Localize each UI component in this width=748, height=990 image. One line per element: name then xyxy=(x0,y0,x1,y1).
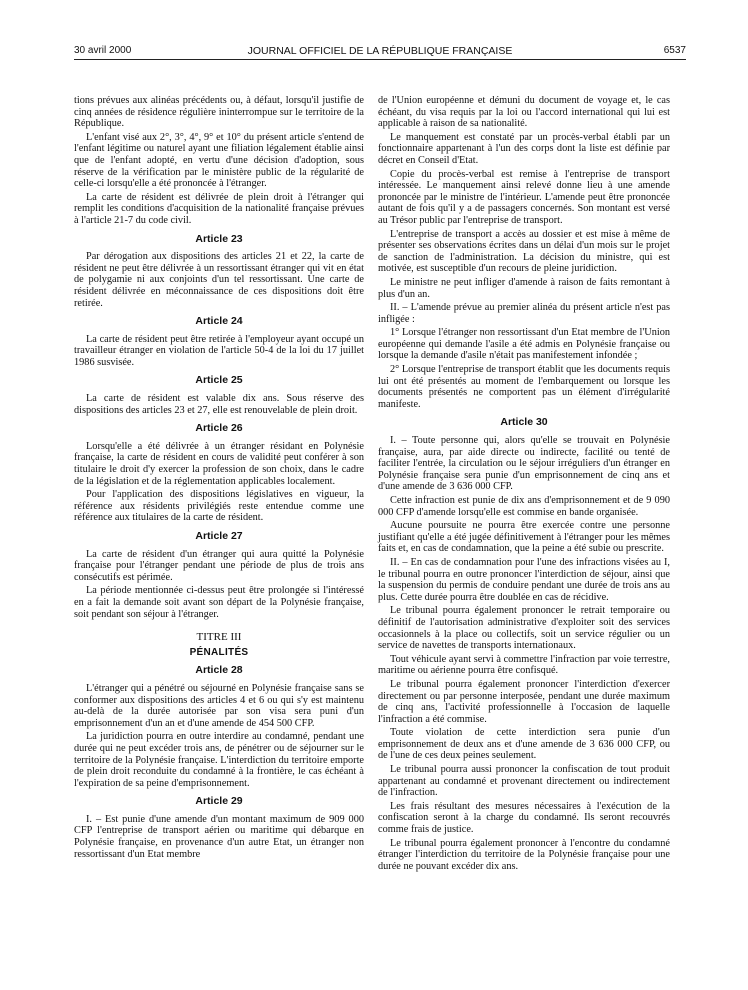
paragraph: Lorsqu'elle a été délivrée à un étranger résidant en Polynésie française, la carte de résident en cours de validité peut conférer à son titulaire le droit d'y exercer la profession de son choix, dans le cadre de la législation et de la réglementation applicables localement. xyxy=(74,440,364,487)
article-heading: Article 25 xyxy=(195,374,243,387)
paragraph: L'enfant visé aux 2°, 3°, 4°, 9° et 10° du présent article s'entend de l'enfant légitime ou naturel ayant une filiation légalement établie ainsi que de l'enfant adopté, en vertu d'une décision d'adoption, sous réserve de la vérification par le ministère public de la régularité de celle-ci lorsqu'elle a été prononcée à l'étranger. xyxy=(74,131,364,190)
section-heading: PÉNALITÉS xyxy=(189,646,249,658)
paragraph: Par dérogation aux dispositions des articles 21 et 22, la carte de résident ne peut être délivrée à un ressortissant étranger qui vit en état de polygamie ni aux conjoints d'un tel ressortissant. Une carte de résident délivrée en méconnaissance de ces dispositions doit être retirée. xyxy=(74,251,364,309)
paragraph: 2° Lorsque l'entreprise de transport établit que les documents requis lui ont été présentés au moment de l'embarquement ou lorsque les documents présentés ne comportent pas un élément d'irrégularité manifeste. xyxy=(378,364,670,410)
paragraph: La carte de résident est délivrée de plein droit à l'étranger qui remplit les conditions d'acquisition de la nationalité française prévues à l'article 21-7 du code civil. xyxy=(74,191,364,226)
paragraph: La carte de résident d'un étranger qui aura quitté la Polynésie française pour l'étranger pendant une période de plus de trois ans consécutifs est périmée. xyxy=(74,548,364,583)
article-heading: Article 27 xyxy=(195,530,243,542)
paragraph: La juridiction pourra en outre interdire au condamné, pendant une durée qui ne peut excéder trois ans, de pénétrer ou de séjourner sur le territoire de la Polynésie française. L'interdiction du territoire emporte de plein droit reconduite du condamné à la frontière, le cas échéant à l'expiration de sa peine d'emprisonnement. xyxy=(74,731,364,789)
paragraph: Le tribunal pourra aussi prononcer la confiscation de tout produit appartenant au condamné et provenant directement ou indirectement de l'infraction. xyxy=(378,764,670,799)
paragraph: II. – L'amende prévue au premier alinéa du présent article n'est pas infligée : xyxy=(378,302,670,325)
paragraph: Le ministre ne peut infliger d'amende à raison de faits remontant à plus d'un an. xyxy=(378,276,670,300)
paragraph: L'étranger qui a pénétré ou séjourné en Polynésie française sans se conformer aux dispositions des articles 4 et 6 ou qui s'y est maintenu au-delà de la durée autorisée par son visa sera puni d'un emprisonnement d'un an et d'une amende de 454 500 CFP. xyxy=(74,682,364,729)
right-column xyxy=(378,95,670,874)
paragraph: Tout véhicule ayant servi à commettre l'infraction par voie terrestre, maritime ou aérienne pourra être confisqué. xyxy=(378,653,670,677)
article-heading: Article 29 xyxy=(195,795,243,808)
paragraph: Les frais résultant des mesures nécessaires à l'exécution de la confiscation seront à la charge du condamné. Ils seront recouvrés comme frais de justice. xyxy=(378,800,670,836)
article-heading: Article 26 xyxy=(195,422,243,435)
issue-date: 30 avril 2000 xyxy=(74,45,132,56)
title-heading: TITRE III xyxy=(196,631,242,644)
left-column xyxy=(74,95,364,862)
article-heading: Article 24 xyxy=(195,315,243,328)
paragraph: Le tribunal pourra également prononcer à l'encontre du condamné étranger l'interdiction du territoire de la Polynésie française pour une durée ne pouvant excéder dix ans. xyxy=(378,837,670,872)
paragraph: L'entreprise de transport a accès au dossier et est mise à même de présenter ses observations écrites dans un délai d'un mois sur le projet de sanction de l'administration. La décision du ministre, qui est motivée, est susceptible d'un recours de pleine juridiction. xyxy=(378,228,670,275)
paragraph: de l'Union européenne et démuni du document de voyage et, le cas échéant, du visa requis par la loi ou l'accord international qui lui est applicable à raison de sa nationalité. xyxy=(378,95,670,130)
paragraph: La carte de résident peut être retirée à l'employeur ayant occupé un travailleur étranger en violation de l'article 50-4 de la loi du 17 juillet 1986 susvisée. xyxy=(74,333,364,368)
paragraph: tions prévues aux alinéas précédents ou, à défaut, lorsqu'il justifie de cinq années de résidence régulière ininterrompue sur le territoire de la République. xyxy=(74,95,364,130)
paragraph: Copie du procès-verbal est remise à l'entreprise de transport intéressée. Le manquement ainsi relevé donne lieu à une amende prononcée par le ministre de l'intérieur. L'amende peut être prononcée autant de fois qu'il y a de passagers concernés. Son montant est versé au Trésor public par l'entreprise de transport. xyxy=(378,168,670,226)
paragraph: Le manquement est constaté par un procès-verbal établi par un fonctionnaire appartenant à l'un des corps dont la liste est définie par décret en Conseil d'Etat. xyxy=(378,131,670,166)
paragraph: I. – Est punie d'une amende d'un montant maximum de 909 000 CFP l'entreprise de transport aérien ou maritime qui débarque en Polynésie française, en provenance d'un autre Etat, un étranger non ressortissant d'un Etat membre xyxy=(74,813,364,860)
article-heading: Article 28 xyxy=(195,664,243,677)
paragraph: I. – Toute personne qui, alors qu'elle se trouvait en Polynésie française, aura, par aide directe ou indirecte, facilité ou tenté de faciliter l'entrée, la circulation ou le séjour irréguliers d'un étranger en Polynésie française sera punie d'un emprisonnement de cinq ans et d'une amende de 3 636 000 CFP. xyxy=(378,435,670,493)
page-header xyxy=(74,45,686,60)
paragraph: Le tribunal pourra également prononcer le retrait temporaire ou définitif de l'autorisation administrative d'exploiter soit des services occasionnels à la place ou collectifs, soit un service régulier ou un service de navettes de transports internationaux. xyxy=(378,605,670,652)
paragraph: La période mentionnée ci-dessus peut être prolongée si l'intéressé en a fait la demande soit avant son départ de la Polynésie française, soit pendant son séjour à l'étranger. xyxy=(74,585,364,620)
paragraph: Cette infraction est punie de dix ans d'emprisonnement et de 9 090 000 CFP d'amende lorsqu'elle est commise en bande organisée. xyxy=(378,495,670,518)
journal-title: JOURNAL OFFICIEL DE LA RÉPUBLIQUE FRANÇAISE xyxy=(247,45,513,57)
page-number: 6537 xyxy=(663,45,686,56)
paragraph: II. – En cas de condamnation pour l'une des infractions visées au I, le tribunal pourra en outre prononcer l'interdiction de séjour, ainsi que la suspension du permis de conduire pendant une durée de trois ans au plus. Cette durée pourra être doublée en cas de récidive. xyxy=(378,556,670,603)
paragraph: Aucune poursuite ne pourra être exercée contre une personne justifiant qu'elle a été jugée définitivement à l'étranger pour les mêmes faits et, en cas de condamnation, que la peine a été subie ou prescrite. xyxy=(378,520,670,555)
paragraph: Pour l'application des dispositions législatives en vigueur, la référence aux résidents privilégiés reste entendue comme une référence aux titulaires de la carte de résident. xyxy=(74,489,364,524)
paragraph: Toute violation de cette interdiction sera punie d'un emprisonnement de deux ans et d'une amende de 3 636 000 CFP, ou de l'une de ces deux peines seulement. xyxy=(378,727,670,762)
paragraph: La carte de résident est valable dix ans. Sous réserve des dispositions des articles 23 et 27, elle est renouvelable de plein droit. xyxy=(74,393,364,416)
paragraph: Le tribunal pourra également prononcer l'interdiction d'exercer directement ou par personne interposée, pendant une durée maximum de cinq ans, l'activité professionnelle à l'occasion de laquelle l'infraction a été commise. xyxy=(378,678,670,725)
paragraph: 1° Lorsque l'étranger non ressortissant d'un Etat membre de l'Union européenne qui demande l'asile a été admis en Polynésie française ou lorsque la demande d'asile n'était pas manifestement infondée ; xyxy=(378,327,670,362)
article-heading: Article 30 xyxy=(500,416,548,429)
article-heading: Article 23 xyxy=(195,232,243,245)
